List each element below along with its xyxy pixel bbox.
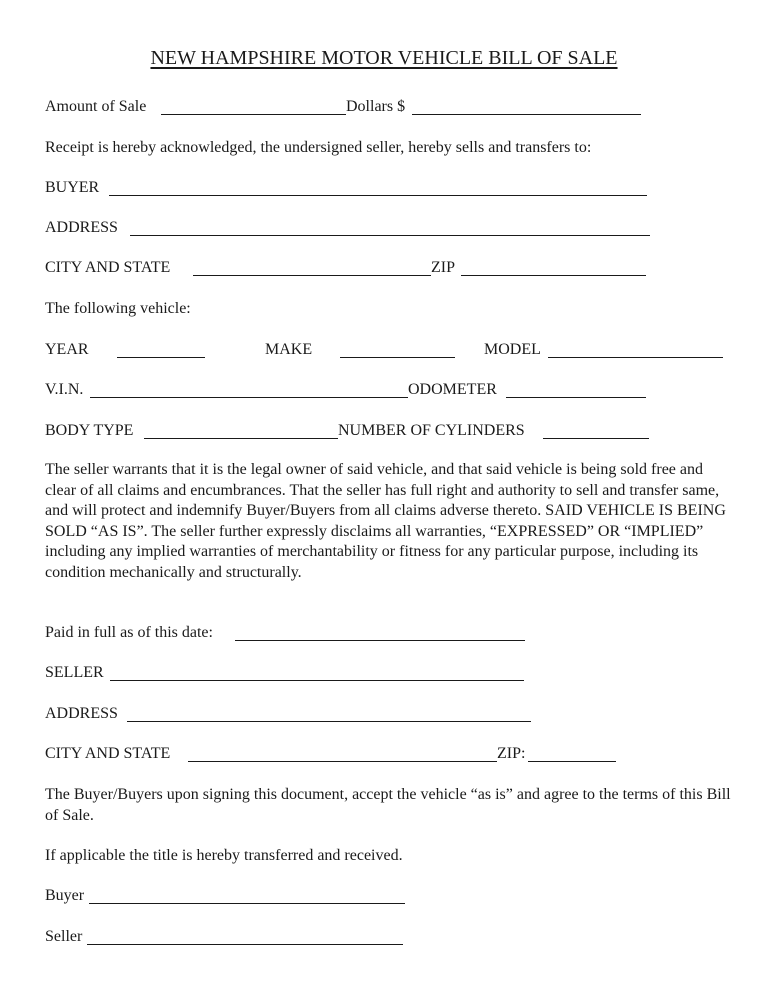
seller-city-state-label: CITY AND STATE — [45, 745, 171, 762]
body-type-label: BODY TYPE — [45, 422, 134, 439]
zip-label: ZIP — [431, 259, 455, 276]
paid-in-full-field[interactable] — [235, 640, 525, 641]
seller-address-field[interactable] — [127, 721, 531, 722]
model-field[interactable] — [548, 357, 723, 358]
amount-of-sale-label: Amount of Sale — [45, 98, 147, 115]
odometer-label: ODOMETER — [408, 381, 497, 398]
seller-signature-field[interactable] — [87, 944, 403, 945]
seller-label: SELLER — [45, 664, 104, 681]
make-field[interactable] — [340, 357, 455, 358]
document-title: NEW HAMPSHIRE MOTOR VEHICLE BILL OF SALE — [150, 47, 618, 69]
buyer-field[interactable] — [109, 195, 647, 196]
buyer-signature-field[interactable] — [89, 903, 405, 904]
body-type-field[interactable] — [144, 438, 338, 439]
odometer-field[interactable] — [506, 397, 646, 398]
seller-zip-field[interactable] — [528, 761, 616, 762]
seller-zip-label: ZIP: — [497, 745, 526, 762]
zip-field[interactable] — [461, 275, 646, 276]
year-field[interactable] — [117, 357, 205, 358]
city-state-field[interactable] — [193, 275, 431, 276]
seller-city-state-field[interactable] — [188, 761, 497, 762]
seller-signature-label: Seller — [45, 928, 83, 945]
paid-in-full-label: Paid in full as of this date: — [45, 624, 213, 641]
seller-field[interactable] — [110, 680, 524, 681]
address-label: ADDRESS — [45, 219, 118, 236]
seller-address-label: ADDRESS — [45, 705, 118, 722]
title-transfer-text: If applicable the title is hereby transferred and received. — [45, 847, 403, 864]
cylinders-field[interactable] — [543, 438, 649, 439]
amount-of-sale-field[interactable] — [161, 114, 346, 115]
warranty-paragraph: The seller warrants that it is the legal owner of said vehicle, and that said vehicle is being sold free and clear of all claims and encumbrances. That the seller has full right and authority to sell and transfer same, and will protect and indemnify Buyer/Buyers from all claims adverse thereto. SAID VEHICLE IS BEING SOLD “AS IS”. The seller further expressly disclaims all warranties, “EXPRESSED” OR “IMPLIED” including any implied warranties of merchantability or fitness for any particular purpose, including its condition mechanically and structurally. — [45, 461, 726, 581]
buyer-label: BUYER — [45, 179, 100, 196]
make-label: MAKE — [265, 341, 313, 358]
model-label: MODEL — [484, 341, 541, 358]
dollars-field[interactable] — [412, 114, 641, 115]
cylinders-label: NUMBER OF CYLINDERS — [338, 422, 525, 439]
city-state-label: CITY AND STATE — [45, 259, 171, 276]
address-field[interactable] — [130, 235, 650, 236]
buyer-signature-label: Buyer — [45, 887, 85, 904]
following-vehicle-text: The following vehicle: — [45, 300, 191, 317]
dollars-label: Dollars $ — [346, 98, 406, 115]
acceptance-paragraph: The Buyer/Buyers upon signing this document, accept the vehicle “as is” and agree to the terms of this Bill of Sale. — [45, 786, 731, 824]
year-label: YEAR — [45, 341, 89, 358]
vin-label: V.I.N. — [45, 381, 84, 398]
receipt-text: Receipt is hereby acknowledged, the undersigned seller, hereby sells and transfers to: — [45, 139, 592, 156]
vin-field[interactable] — [90, 397, 408, 398]
